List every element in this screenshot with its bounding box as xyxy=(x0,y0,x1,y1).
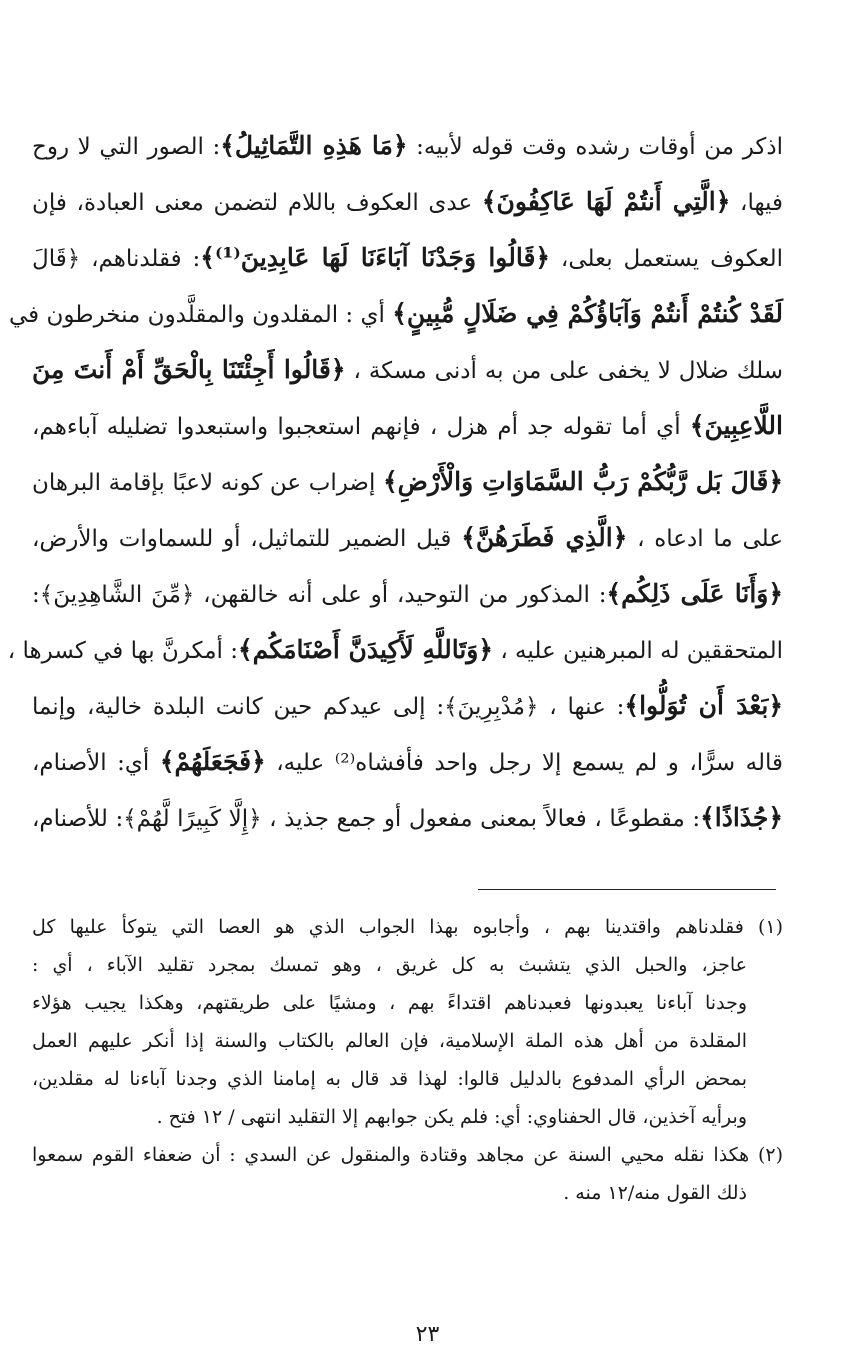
footnote-1-line: عاجز، والحبل الذي يتشبث به كل غريق ، وهو تمسك بمجرد تقليد الآباء ، أي : xyxy=(32,954,747,976)
footnote-2-line: (٢) هكذا نقله محيي السنة عن مجاهد وقتادة والمنقول عن السدي : أن ضعفاء القوم سمعوا xyxy=(32,1144,783,1166)
quran-verse: ﴿الَّذِي فَطَرَهُنَّ﴾ xyxy=(461,523,628,552)
quran-verse: ﴿وَتَاللَّهِ لَأَكِيدَنَّ أَصْنَامَكُم﴾ xyxy=(238,635,494,664)
footnote-1-line: وجدنا آباءنا يعبدونها فعبدناهم اقتداءً بهم ، ومشيًا على طريقتهم، وهكذا يجيب هؤلاء xyxy=(32,992,747,1014)
text-line: ﴿بَعْدَ أَن تُوَلُّوا﴾: عنها ، ﴿مُدْبِرِينَ﴾: إلى عيدكم حين كانت البلدة خالية، وإنما xyxy=(32,691,783,720)
footnote-1-line: (١) فقلدناهم واقتدينا بهم ، وأجابوه بهذا الجواب الذي هو العصا التي يتوكأ عليها كل xyxy=(32,916,783,938)
quran-verse: اللَّاعِبِينَ﴾ xyxy=(689,411,783,440)
text-line: اللَّاعِبِينَ﴾ أي أما تقوله جد أم هزل ، فإنهم استعجبوا واستبعدوا تضليله آباءهم، xyxy=(32,411,783,440)
tafsir-body-text xyxy=(7,118,784,846)
quran-verse: ﴿فَجَعَلَهُمْ﴾ xyxy=(159,747,266,776)
quran-verse: لَقَدْ كُنتُمْ أَنتُمْ وَآبَاؤُكُمْ فِي ضَلَالٍ مُّبِينٍ﴾ xyxy=(392,299,783,328)
footnote-1-line: المقلدة من أهل هذه الملة الإسلامية، فإن العالم بالكتاب والسنة إذا أنكر عليهم العمل xyxy=(32,1030,747,1052)
quran-verse: ﴿بَعْدَ أَن تُوَلُّوا﴾ xyxy=(624,691,783,720)
quran-verse: ﴿وَأَنَا عَلَى ذَلِكُم﴾ xyxy=(606,579,783,608)
text-line: ﴿قَالَ بَل رَّبُّكُمْ رَبُّ السَّمَاوَاتِ وَالْأَرْضِ﴾ إضراب عن كونه لاعبًا بإقامة البرهان xyxy=(32,467,783,496)
text-line: ﴿وَأَنَا عَلَى ذَلِكُم﴾: المذكور من التوحيد، أو على أنه خالقهن، ﴿مِّنَ الشَّاهِدِينَ﴾: xyxy=(32,579,783,608)
text-line: المتحققين له المبرهنين عليه ، ﴿وَتَاللَّهِ لَأَكِيدَنَّ أَصْنَامَكُم﴾: أمكرنَّ بها في كسرها ، xyxy=(7,635,783,664)
quran-verse: ﴿جُذَاذًا﴾ xyxy=(700,803,783,832)
text-line: سلك ضلال لا يخفى على من به أدنى مسكة ، ﴿قَالُوا أَجِئْتَنَا بِالْحَقِّ أَمْ أَنتَ مِنَ xyxy=(32,355,783,384)
text-line: لَقَدْ كُنتُمْ أَنتُمْ وَآبَاؤُكُمْ فِي ضَلَالٍ مُّبِينٍ﴾ أي : المقلدون والمقلَّدون منخرطون في xyxy=(9,299,783,328)
footnote-1-line: بمحض الرأي المدفوع بالدليل قالوا: لهذا قد قال به إمامنا الذي وجدنا آباءنا له مقلدين، xyxy=(32,1068,747,1090)
text-line: فيها، ﴿الَّتِي أَنتُمْ لَهَا عَاكِفُونَ﴾ عدى العكوف باللام لتضمن معنى العبادة، فإن xyxy=(32,187,783,216)
quran-verse: ﴿قَالُوا أَجِئْتَنَا بِالْحَقِّ أَمْ أَنتَ مِنَ xyxy=(32,355,346,384)
footnote-divider xyxy=(478,889,776,890)
text-line: العكوف يستعمل بعلى، ﴿قَالُوا وَجَدْنَا آبَاءَنَا لَهَا عَابِدِينَ⁽¹⁾﴾: فقلدناهم، ﴿قَالَ xyxy=(32,243,783,272)
text-line: ﴿جُذَاذًا﴾: مقطوعًا ، فعالاً بمعنى مفعول أو جمع جذيذ ، ﴿إِلَّا كَبِيرًا لَّهُمْ﴾: للأصنام، xyxy=(32,803,783,832)
page-number: ٢٣ xyxy=(415,1322,440,1347)
footnotes xyxy=(32,908,783,1212)
text-line: قاله سرًّا، و لم يسمع إلا رجل واحد فأفشاه⁽²⁾ عليه، ﴿فَجَعَلَهُمْ﴾ أي: الأصنام، xyxy=(32,747,783,776)
quran-verse: ﴿مَا هَذِهِ التَّمَاثِيلُ﴾ xyxy=(220,131,408,160)
quran-verse: ﴿الَّتِي أَنتُمْ لَهَا عَاكِفُونَ﴾ xyxy=(481,187,731,216)
footnote-marker: (١) xyxy=(743,916,783,938)
footnote-1-line: وبرأيه آخذين، قال الحفناوي: أي: فلم يكن جوابهم إلا التقليد انتهى / ١٢ فتح . xyxy=(156,1106,747,1128)
footnote-2-line: ذلك القول منه/١٢ منه . xyxy=(563,1182,747,1204)
text-line: على ما ادعاه ، ﴿الَّذِي فَطَرَهُنَّ﴾ قيل الضمير للتماثيل، أو للسماوات والأرض، xyxy=(32,523,783,552)
footnote-marker: (٢) xyxy=(749,1144,783,1166)
quran-verse: ﴿قَالَ بَل رَّبُّكُمْ رَبُّ السَّمَاوَاتِ وَالْأَرْضِ﴾ xyxy=(382,467,783,496)
text-line: اذكر من أوقات رشده وقت قوله لأبيه: ﴿مَا هَذِهِ التَّمَاثِيلُ﴾: الصور التي لا روح xyxy=(32,131,784,160)
quran-verse: ﴿قَالُوا وَجَدْنَا آبَاءَنَا لَهَا عَابِدِينَ⁽¹⁾﴾ xyxy=(200,243,551,272)
